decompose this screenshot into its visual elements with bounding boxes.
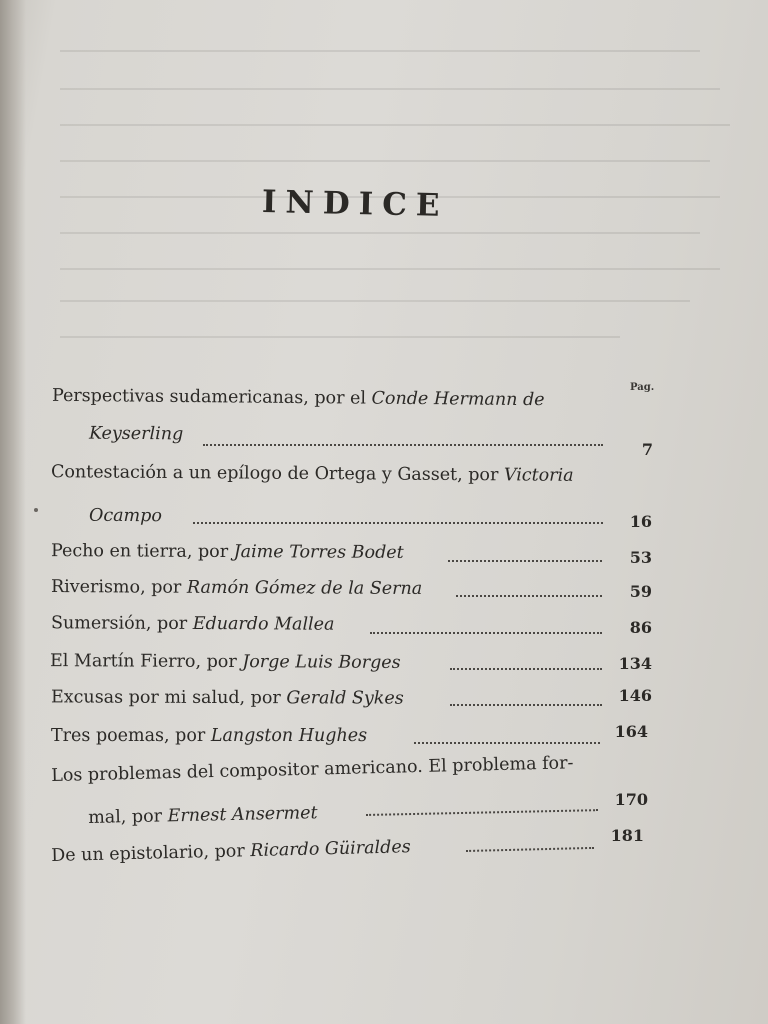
leader-dots (203, 440, 603, 446)
leader-dots (366, 805, 598, 816)
toc-entry-author: mal, por Ernest Ansermet (88, 803, 318, 828)
toc-page-number: 59 (629, 582, 652, 601)
toc-entry-title: Sumersión, por Eduardo Mallea (50, 613, 335, 635)
leader-dots (466, 843, 594, 852)
page-column-label: Pag. (630, 382, 655, 393)
toc-entry-title: Tres poemas, por Langston Hughes (51, 726, 368, 746)
toc-entry-title: Riverismo, por Ramón Gómez de la Serna (50, 577, 423, 599)
leader-dots (450, 700, 602, 706)
toc-entry-title: De un epistolario, por Ricardo Güiraldes (51, 837, 411, 866)
toc-entry-title: El Martín Fierro, por Jorge Luis Borges (49, 651, 401, 673)
toc-entry-author: Ocampo (88, 505, 162, 527)
toc-page-number: 53 (629, 548, 652, 567)
toc-entry-title: Contestación a un epílogo de Ortega y Gasset, por Victoria (50, 462, 574, 486)
toc-page-number: 16 (629, 512, 652, 531)
toc-entry-title: Pecho en tierra, por Jaime Torres Bodet (50, 541, 404, 563)
leader-dots (414, 738, 600, 744)
toc-page-number: 164 (614, 722, 648, 741)
toc-entry-title: Excusas por mi salud, por Gerald Sykes (50, 687, 404, 709)
leader-dots (456, 591, 602, 597)
toc-page-number: 86 (629, 618, 652, 637)
toc-page-number: 170 (614, 790, 648, 809)
leader-dots (450, 664, 602, 670)
toc-entry-title: Perspectivas sudamericanas, por el Conde Hermann de (51, 385, 545, 411)
page-title: INDICE (261, 184, 449, 224)
toc-page-number: 181 (610, 826, 644, 845)
toc-page-number: 134 (618, 654, 652, 673)
toc-page-number: 146 (618, 686, 652, 705)
leader-dots (193, 518, 603, 524)
toc-page-number: 7 (641, 440, 653, 459)
toc-entry-author: Keyserling (88, 423, 184, 445)
leader-dots (448, 556, 602, 562)
toc-entry-title: Los problemas del compositor americano. El problema for- (51, 753, 574, 786)
leader-dots (370, 628, 602, 634)
